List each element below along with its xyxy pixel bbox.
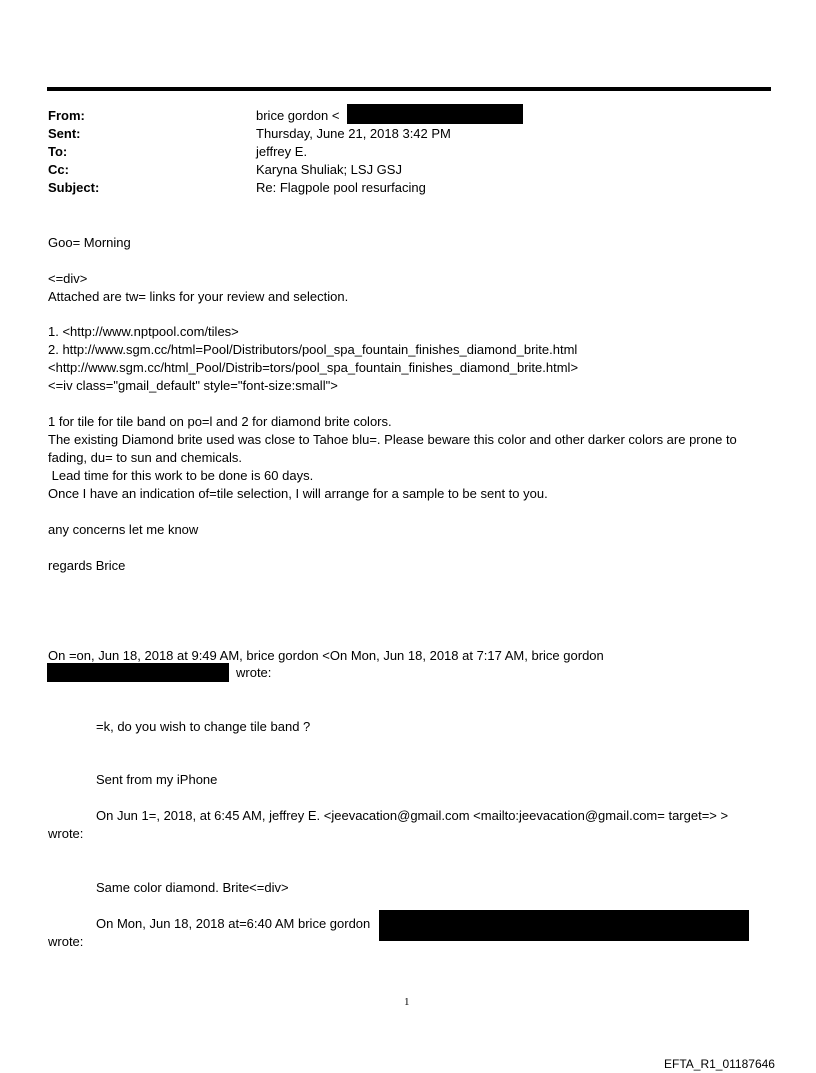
quoted-jun-line: On Jun 1=, 2018, at 6:45 AM, jeffrey E. <jeevacation@gmail.com <mailto:jeevacation@gmail.com= target=> > <box>96 808 729 823</box>
sent-label: Sent: <box>48 126 81 141</box>
lead-time-text: Lead time for this work to be done is 60 days. <box>48 468 314 483</box>
concerns-text: any concerns let me know <box>48 522 199 537</box>
redaction-email-2 <box>379 910 749 941</box>
div-class-text: <=iv class="gmail_default" style="font-size:small"> <box>48 378 338 393</box>
regards-text: regards Brice <box>48 558 126 573</box>
redaction-email-1 <box>47 663 229 682</box>
existing-brite-text: The existing Diamond brite used was close to Tahoe blu=. Please beware this color and other darker colors are prone to <box>48 432 737 447</box>
quoted-wrote-2: wrote: <box>48 826 84 841</box>
redaction-from <box>347 104 523 124</box>
quoted-wrote-1: wrote: <box>236 665 272 680</box>
sent-value: Thursday, June 21, 2018 3:42 PM <box>256 126 451 141</box>
document-id: EFTA_R1_01187646 <box>664 1057 775 1071</box>
sent-from-iphone: Sent from my iPhone <box>96 772 218 787</box>
quoted-wrote-3: wrote: <box>48 934 84 949</box>
from-label: From: <box>48 108 85 123</box>
link-2-bracketed[interactable]: <http://www.sgm.cc/html_Pool/Distrib=tors/pool_spa_fountain_finishes_diamond_brite.html> <box>48 360 579 375</box>
sample-text: Once I have an indication of=tile selection, I will arrange for a sample to be sent to you. <box>48 486 548 501</box>
quoted-on-line: On =on, Jun 18, 2018 at 9:49 AM, brice gordon <On Mon, Jun 18, 2018 at 7:17 AM, brice gordon <box>48 648 604 663</box>
same-color-text: Same color diamond. Brite<=div> <box>96 880 289 895</box>
header-rule <box>47 87 771 91</box>
cc-value: Karyna Shuliak; LSJ GSJ <box>256 162 402 177</box>
to-label: To: <box>48 144 68 159</box>
cc-label: Cc: <box>48 162 69 177</box>
quoted-mon-line: On Mon, Jun 18, 2018 at=6:40 AM brice gordon <box>96 916 371 931</box>
from-value: brice gordon < <box>256 108 340 123</box>
to-value: jeffrey E. <box>256 144 308 159</box>
page-number: 1 <box>404 996 410 1008</box>
link-1[interactable]: 1. <http://www.nptpool.com/tiles> <box>48 324 239 339</box>
subject-label: Subject: <box>48 180 100 195</box>
tile-band-question: =k, do you wish to change tile band ? <box>96 719 311 734</box>
link-2[interactable]: 2. http://www.sgm.cc/html=Pool/Distributors/pool_spa_fountain_finishes_diamond_brite.html <box>48 342 578 357</box>
greeting-text: Goo= Morning <box>48 235 131 250</box>
fading-text: fading, du= to sun and chemicals. <box>48 450 243 465</box>
div-tag-text: <=div> <box>48 271 88 286</box>
subject-value: Re: Flagpole pool resurfacing <box>256 180 426 195</box>
attached-text: Attached are tw= links for your review and selection. <box>48 289 349 304</box>
tile-band-text: 1 for tile for tile band on po=l and 2 for diamond brite colors. <box>48 414 392 429</box>
